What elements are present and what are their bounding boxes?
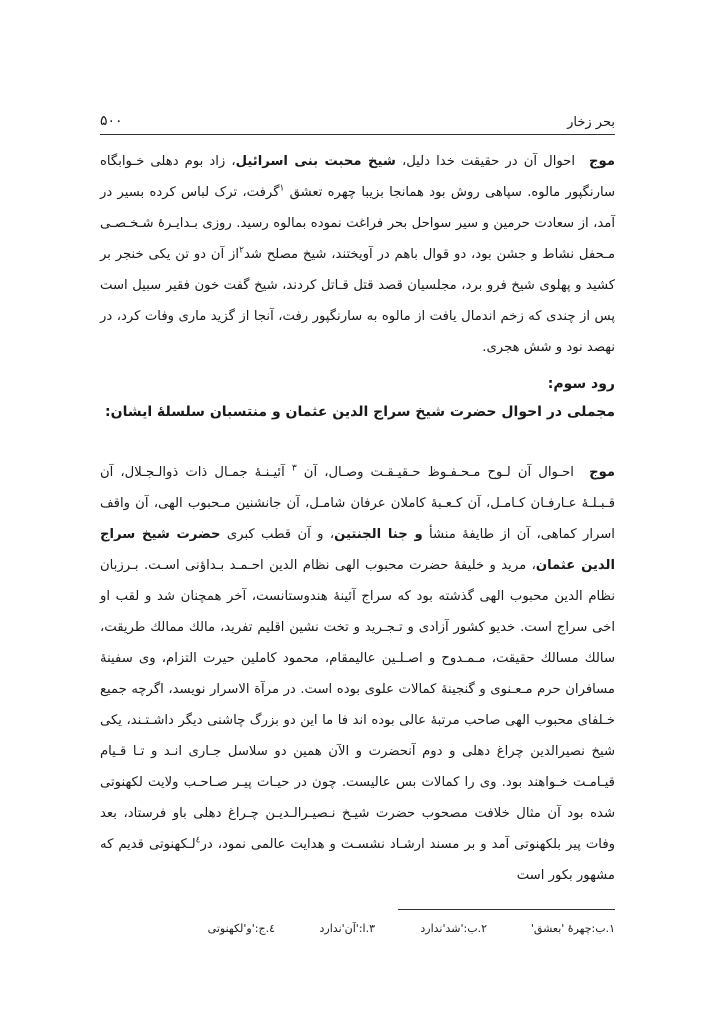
- text-run: احـوال آن لـوح مـحـفـوظ حـقیـقـت وصـال، آن: [303, 465, 574, 480]
- page-number: ۵۰۰: [100, 113, 123, 129]
- text-run: ، زاد بوم دهلی خـوابگاه سارنگپور مالوه. سپاهی روش بود همانجا بزیبا چهره تعشق: [100, 154, 616, 200]
- text-run: ، مرید و خلیفهٔ حضرت محبوب الهی نظام الدین احـمـد بـداؤنی اسـت. بـرزبان نظام الدین محبوب الهی گذشته بود که سراج آئینهٔ هندوستانست، آخر همچنان شد و لقب او اخی سراج است. خدیو کشور آزادی و تـجـرید و تخت نشین اقلیم تفرید، مالك ممالك طریقت، سالك مسالك حقیقت، مـمـدوح و اصـلـین عالیمقام، محمود کاملین حیرت التزام، وی سفینهٔ مسافران حرم مـعـنوی و گنجینهٔ کمالات علوی بوده است. در مرآة الاسرار نویسد، اگرچه جمیع خـلفای محبوب الهی صاحب مرتبهٔ عالی بوده اند فا ما این دو بزرگ چاشنی دیگر داشـتـند، یکی شیخ نصیرالدین چراغ دهلی و دوم آنحضرت و الآن همین دو سلاسل جـاری انـد و تـا قـیام قیـامـت خـواهند بود. وی را کمالات بس عالیست. چون در حیـات پیـر صـاحـب ولایت لکهنوتی شده بود آن مثال خلافت مصحوب حضرت شیـخ نـصیـرالـدیـن چـراغ دهلی باو فرستاد، بعد وفات پیر بلکهنوتی آمد و بر مسند ارشـاد نشسـت و هدایت عالمی نمود، در: [100, 558, 615, 852]
- person-name: شیخ محبت بنی اسرائیل: [235, 154, 396, 169]
- footnotes: [100, 920, 615, 942]
- section-heading: رود سوم:: [547, 376, 615, 392]
- text-run: لـکهنوتی قدیم که مشهور بکور است: [100, 837, 615, 883]
- text-run: از آن دو تن یکی خنجر بر کشید و پهلوی شیخ فرو برد، مجلسیان قصد قتل قـاتل کردند، شیخ گفت خون فقیر سبیل است پس از چندی که زخم اندمال یافت از مالوه به سارنگپور رفت، آنجا از گزید ماری وفات کرد، در نهصد نود و شش هجری.: [100, 247, 615, 355]
- book-title: بحر زخار: [567, 115, 615, 130]
- text-run: احوال آن در حقیقت خدا دلیل،: [401, 154, 575, 169]
- entry-paragraph: [100, 146, 615, 363]
- footnote-marker: ۱: [279, 183, 285, 194]
- entry-lead-word: موج: [589, 154, 615, 169]
- name-emphasis: و جنا الجنتین: [334, 527, 423, 542]
- entry-paragraph: [100, 457, 615, 891]
- footnote-marker: ۳: [291, 463, 297, 474]
- footnote-item: ۲.ب:'شد'ندارد: [420, 922, 487, 935]
- footnote-marker: ٤: [195, 835, 201, 846]
- entry-lead-word: موج: [589, 465, 615, 480]
- footnote-divider: [398, 909, 615, 910]
- text-run: ، و آن قطب کبری: [226, 527, 335, 542]
- text-run: گرفت، ترک لباس کرده بسیر در آمد، از سعادت حرمین و سیر سواحل بحر فراغت نموده بمالوه رسید. روزی بـدایـرهٔ شـخـصـی مـحفل نشاط و جشن بود، دو قوال باهم در آویختند، شیخ مصلح شد: [100, 185, 616, 262]
- person-name: حضرت شیخ سراج الدین عثمان: [100, 527, 615, 573]
- section-subheading: مجملی در احوال حضرت شیخ سراج الدین عثمان و منتسبان سلسلهٔ ایشان:: [105, 404, 615, 420]
- footnote-marker: ۲: [239, 245, 244, 256]
- footnote-item: ٤.ج:'و'لکهنوتی: [207, 922, 275, 935]
- footnote-item: ۱.ب:چهرهٔ 'بعشق': [530, 922, 615, 935]
- running-header: [100, 112, 615, 135]
- footnote-item: ۳.ا:'آن'ندارد: [319, 922, 375, 935]
- text-run: آئیـنـهٔ جمـال ذات ذوالـجـلال، آن قـبـلـهٔ عـارفـان کـامـل، آن کـعـبهٔ کاملان عرفان شامـل، آن جانشنین مـحبوب الهی، آن واقف اسرار کماهی، آن از طایفهٔ منشأ: [100, 465, 615, 542]
